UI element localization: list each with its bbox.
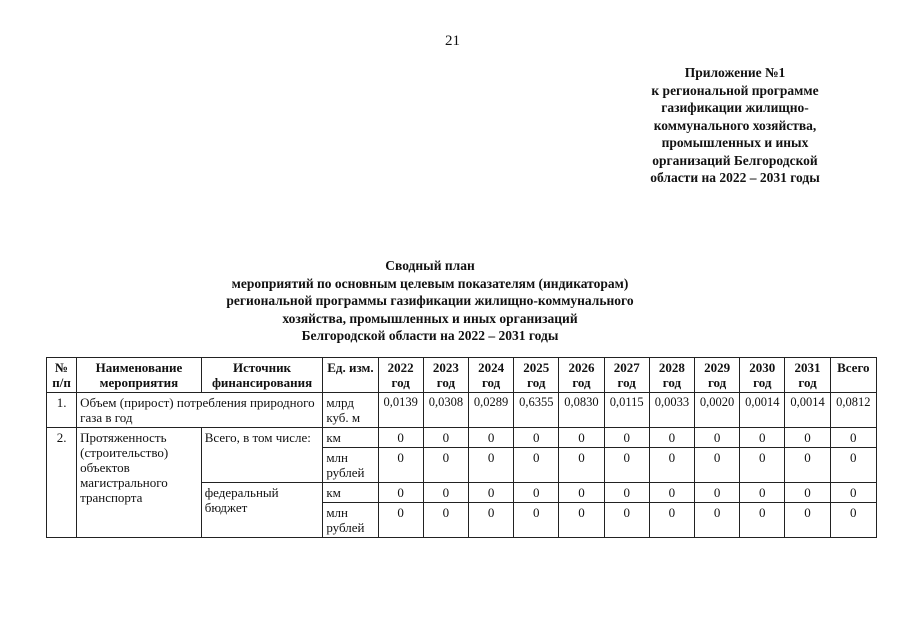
value-cell: 0 <box>604 483 649 503</box>
value-cell: 0 <box>830 448 876 483</box>
header-year: 2029 год <box>695 358 740 393</box>
value-cell: 0 <box>695 483 740 503</box>
header-year: 2027 год <box>604 358 649 393</box>
value-cell: 0 <box>695 448 740 483</box>
header-name: Наименование мероприятия <box>77 358 202 393</box>
value-cell: 0 <box>740 448 785 483</box>
row-name: Объем (прирост) потребления природного газа в год <box>77 393 323 428</box>
value-cell: 0 <box>740 503 785 538</box>
value-cell: 0 <box>559 428 604 448</box>
table-row <box>47 428 877 448</box>
value-cell: 0,0830 <box>559 393 604 428</box>
row-source: Всего, в том числе: <box>201 428 323 483</box>
value-cell: 0 <box>649 483 694 503</box>
row-unit: млн рублей <box>323 503 378 538</box>
appendix-line: промышленных и иных <box>661 135 809 150</box>
value-cell: 0 <box>740 428 785 448</box>
header-year: 2026 год <box>559 358 604 393</box>
document-title <box>140 257 720 345</box>
row-num: 2. <box>47 428 77 538</box>
row-unit: км <box>323 483 378 503</box>
row-unit: млрд куб. м <box>323 393 378 428</box>
value-cell: 0 <box>559 483 604 503</box>
value-cell: 0 <box>604 428 649 448</box>
header-unit: Ед. изм. <box>323 358 378 393</box>
header-year: 2025 год <box>514 358 559 393</box>
value-cell: 0,0115 <box>604 393 649 428</box>
value-cell: 0 <box>468 448 513 483</box>
value-cell: 0 <box>559 448 604 483</box>
appendix-line: коммунального хозяйства, <box>653 117 817 133</box>
header-year: 2024 год <box>468 358 513 393</box>
value-cell: 0,0014 <box>785 393 830 428</box>
value-cell: 0 <box>695 428 740 448</box>
value-cell: 0 <box>514 483 559 503</box>
plan-table <box>46 357 877 538</box>
value-cell: 0,0812 <box>830 393 876 428</box>
value-cell: 0 <box>468 483 513 503</box>
title-line: региональной программы газификации жилищно-коммунального <box>226 293 634 308</box>
value-cell: 0 <box>559 503 604 538</box>
row-unit: км <box>323 428 378 448</box>
value-cell: 0 <box>423 503 468 538</box>
value-cell: 0 <box>649 503 694 538</box>
value-cell: 0 <box>785 448 830 483</box>
value-cell: 0,0014 <box>740 393 785 428</box>
title-line: хозяйства, промышленных и иных организаций <box>282 310 578 326</box>
row-num: 1. <box>47 393 77 428</box>
header-year: 2031 год <box>785 358 830 393</box>
appendix-line: к региональной программе <box>651 82 819 98</box>
value-cell: 0,0139 <box>378 393 423 428</box>
value-cell: 0 <box>604 503 649 538</box>
value-cell: 0 <box>695 503 740 538</box>
value-cell: 0 <box>604 448 649 483</box>
appendix-line: Приложение №1 <box>684 65 786 80</box>
header-year: 2023 год <box>423 358 468 393</box>
appendix-block <box>605 64 865 187</box>
value-cell: 0,0033 <box>649 393 694 428</box>
row-name: Протяженность (строительство) объектов магистрального транспорта <box>77 428 202 538</box>
value-cell: 0 <box>830 503 876 538</box>
value-cell: 0,0020 <box>695 393 740 428</box>
header-year: 2030 год <box>740 358 785 393</box>
value-cell: 0 <box>830 483 876 503</box>
table-header-row <box>47 358 877 393</box>
value-cell: 0 <box>423 428 468 448</box>
value-cell: 0 <box>378 428 423 448</box>
title-line: Сводный план <box>385 258 475 273</box>
value-cell: 0,6355 <box>514 393 559 428</box>
value-cell: 0 <box>785 503 830 538</box>
appendix-line: газификации жилищно- <box>661 100 809 115</box>
title-line: мероприятий по основным целевым показателям (индикаторам) <box>231 275 629 291</box>
value-cell: 0 <box>514 503 559 538</box>
appendix-line: области на 2022 – 2031 годы <box>650 170 820 185</box>
value-cell: 0 <box>378 448 423 483</box>
value-cell: 0,0308 <box>423 393 468 428</box>
value-cell: 0 <box>830 428 876 448</box>
value-cell: 0 <box>468 428 513 448</box>
header-year: 2028 год <box>649 358 694 393</box>
value-cell: 0 <box>740 483 785 503</box>
value-cell: 0 <box>468 503 513 538</box>
value-cell: 0 <box>514 448 559 483</box>
page-number: 21 <box>445 33 460 49</box>
header-year: 2022 год <box>378 358 423 393</box>
value-cell: 0 <box>423 483 468 503</box>
value-cell: 0 <box>423 448 468 483</box>
value-cell: 0 <box>378 503 423 538</box>
value-cell: 0 <box>785 483 830 503</box>
table-row <box>47 393 877 428</box>
header-source: Источник финансирования <box>201 358 323 393</box>
value-cell: 0 <box>378 483 423 503</box>
header-num: № п/п <box>47 358 77 393</box>
value-cell: 0 <box>649 448 694 483</box>
value-cell: 0,0289 <box>468 393 513 428</box>
row-source: федеральный бюджет <box>201 483 323 538</box>
appendix-line: организаций Белгородской <box>652 152 818 168</box>
value-cell: 0 <box>649 428 694 448</box>
row-unit: млн рублей <box>323 448 378 483</box>
value-cell: 0 <box>514 428 559 448</box>
value-cell: 0 <box>785 428 830 448</box>
header-total: Всего <box>830 358 876 393</box>
title-line: Белгородской области на 2022 – 2031 годы <box>301 328 559 343</box>
